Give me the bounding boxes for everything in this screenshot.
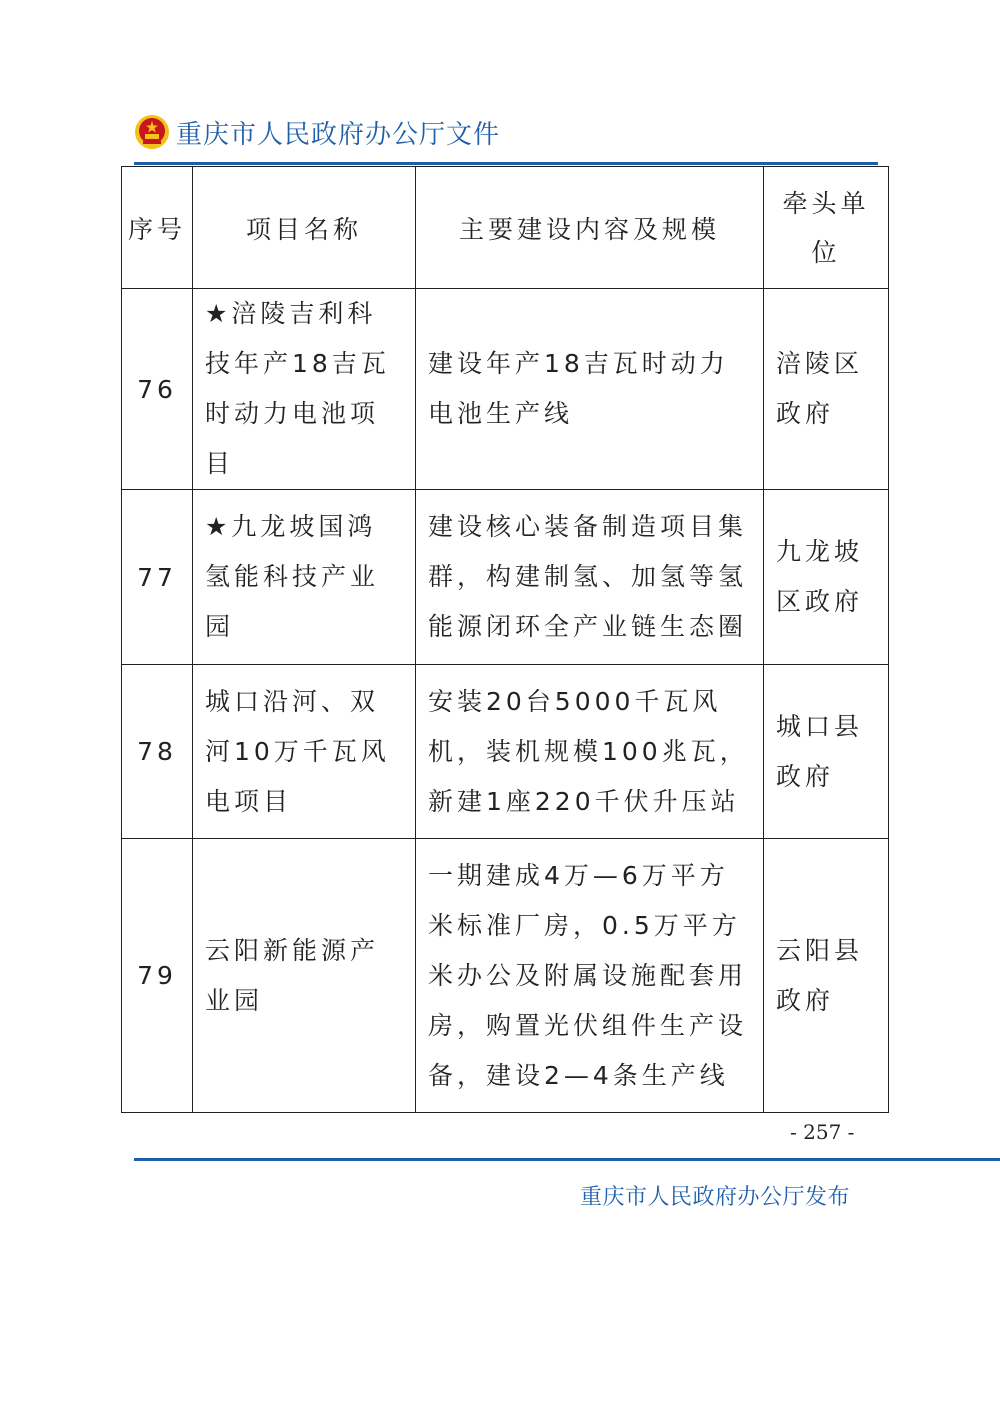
row-content: 建设核心装备制造项目集群，构建制氢、加氢等氢能源闭环全产业链生态圈 xyxy=(416,490,764,665)
column-header-unit-text xyxy=(782,179,869,277)
column-header-number: 序号 xyxy=(122,167,193,289)
footer-publisher: 重庆市人民政府办公厅发布 xyxy=(580,1185,851,1210)
unit-header-line-2: 位 xyxy=(811,237,841,267)
national-emblem-icon xyxy=(134,114,170,150)
row-project-name: ★九龙坡国鸿氢能科技产业园 xyxy=(193,490,416,665)
table-header-row xyxy=(122,167,889,289)
table-row xyxy=(122,665,889,839)
row-project-name: ★涪陵吉利科技年产18吉瓦时动力电池项目 xyxy=(193,289,416,490)
document-header-title: 重庆市人民政府办公厅文件 xyxy=(176,119,501,150)
row-number: 77 xyxy=(122,490,193,665)
row-number: 78 xyxy=(122,665,193,839)
column-header-project-name: 项目名称 xyxy=(193,167,416,289)
table-row xyxy=(122,289,889,490)
row-unit: 云阳县政府 xyxy=(764,839,889,1113)
row-unit: 九龙坡区政府 xyxy=(764,490,889,665)
row-content: 一期建成4万—6万平方米标准厂房，0.5万平方米办公及附属设施配套用房，购置光伏组件生产设备，建设2—4条生产线 xyxy=(416,839,764,1113)
document-header xyxy=(134,112,500,152)
table-row xyxy=(122,490,889,665)
row-project-name: 云阳新能源产业园 xyxy=(193,839,416,1113)
row-project-name: 城口沿河、双河10万千瓦风电项目 xyxy=(193,665,416,839)
row-number: 76 xyxy=(122,289,193,490)
column-header-unit xyxy=(764,167,889,289)
page-number: - 257 - xyxy=(790,1120,855,1144)
project-table xyxy=(121,166,889,1113)
column-header-content: 主要建设内容及规模 xyxy=(416,167,764,289)
row-content: 建设年产18吉瓦时动力电池生产线 xyxy=(416,289,764,490)
header-divider xyxy=(134,162,878,165)
row-unit: 城口县政府 xyxy=(764,665,889,839)
table-row xyxy=(122,839,889,1113)
footer-divider xyxy=(134,1158,1000,1161)
unit-header-line-1: 牵头单 xyxy=(782,188,870,218)
row-number: 79 xyxy=(122,839,193,1113)
row-unit: 涪陵区政府 xyxy=(764,289,889,490)
row-content: 安装20台5000千瓦风机，装机规模100兆瓦，新建1座220千伏升压站 xyxy=(416,665,764,839)
